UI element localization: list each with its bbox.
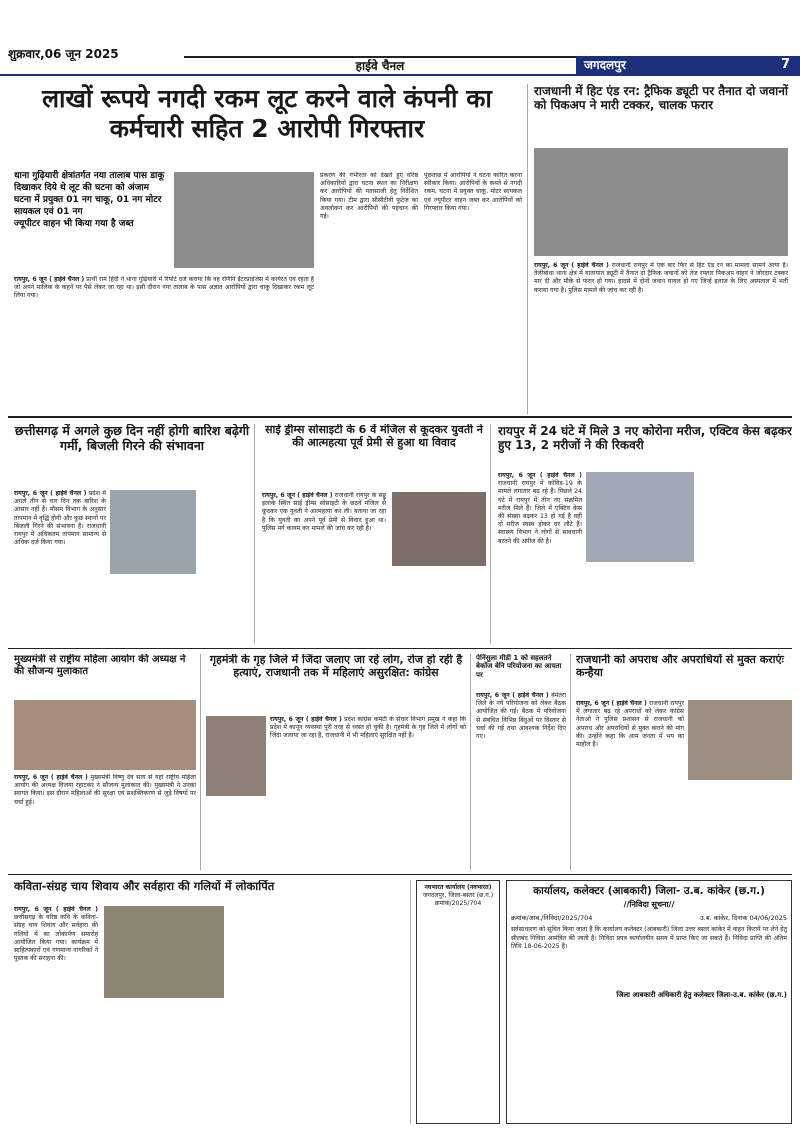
tender-ref-row: [511, 913, 787, 922]
congress-dateline: रायपुर, 6 जून ( हाईवे चैनल ): [270, 716, 342, 723]
congress-text: [270, 716, 466, 868]
weather-dateline: रायपुर, 6 जून ( हाईवे चैनल ): [14, 490, 87, 497]
notice-body: बेमेतरा जिले के नये परियोजना को लेकर बैठक आयोजित की गई। बैठक में परियोजना से संबंधित विभिन्न बिंदुओं पर विस्तार से चर्चा की गई तथा आवश्यक निर्देश दिए गए।: [476, 692, 566, 741]
weather-text: [14, 490, 106, 642]
section-rule: [8, 648, 792, 649]
congress-body: प्रदेश कांग्रेस कमेटी के संचार विभाग प्रमुख ने कहा कि प्रदेश में कानून व्यवस्था पूरी तरह से ध्वस्त हो चुकी है। गृहमंत्री के गृह जिले में लोगों को जिंदा जलाया जा रहा है, राजधानी में भी महिलाएं सुरक्षित नहीं हैं।: [270, 716, 466, 740]
tender-notice: [506, 880, 792, 1124]
covid-headline: रायपुर में 24 घंटे में मिले 3 नए कोरोना मरीज, एक्टिव केस बढ़कर हुए 13, 2 मरीजों ने की रिकवरी: [498, 424, 792, 453]
small-ad-line: जगदलपुर, जिला-बस्तर (छ.ग.): [422, 892, 494, 900]
society-text: [262, 492, 386, 642]
tender-text: सर्वसाधारण को सूचित किया जाता है कि कार्यालय कलेक्टर (आबकारी) जिला उत्तर बस्तर कांकेर में वाहन किराये पर लेने हेतु सीलबंद निविदा आमंत्रित की जाती है। निविदा प्रपत्र कार्यालयीन समय में प्राप्त किए जा सकते हैं। निविदा प्राप्ति की अंतिम तिथि 18-06-2025 है।: [511, 926, 787, 950]
lead-text: प्रार्थी राम हिंदी ने थाना गुढ़ियारी में रिपोर्ट दर्ज कराया कि वह रणिनि ईंटरप्राईजेस में कार्यरत एवं रहता है जो अपने मालिक के कहने पर पैसे लेकर जा रहा था। इसी दौरान नया तालाब के पास अज्ञात आरोपियों द्वारा चाकू दिखाकर रकम लूट लिया गया।: [14, 276, 314, 300]
column-divider: [254, 424, 255, 644]
weather-body: प्रदेश में अगले तीन से चार दिन तक बारिश के आसार नहीं हैं। मौसम विभाग के अनुसार तापमान में वृद्धि होगी और कुछ स्थानों पर बिजली गिरने की संभावना है। राजधानी रायपुर में अधिकतम तापमान सामान्य से अधिक दर्ज किया गया।: [14, 490, 106, 547]
lead-headline: लाखों रूपये नगदी रकम लूट करने वाले कंपनी का कर्मचारी सहित 2 आरोपी गिरफ्तार: [42, 84, 492, 143]
crime-text: [576, 700, 684, 868]
women-headline: मुख्यमंत्री से राष्ट्रीय महिला आयोग की अध्यक्ष ने की सौजन्य मुलाकात: [14, 654, 186, 677]
poetry-photo: [104, 906, 224, 998]
column-divider: [410, 880, 411, 1124]
society-body: राजधानी रायपुर के सड्डू इलाके स्थित साई ड्रीम्स सोसाइटी के छठवें मंजिल से कूदकर एक युवती ने आत्महत्या कर ली। बताया जा रहा है कि युवती का अपने पूर्व प्रेमी से विवाद हुआ था। पुलिस मर्ग कायम कर मामले की जांच कर रही है।: [262, 492, 386, 532]
lead-bullets: [14, 170, 166, 270]
weather-headline: छत्तीसगढ़ में अगले कुछ दिन नहीं होगी बारिश बढ़ेगी गर्मी, बिजली गिरने की संभावना: [14, 424, 250, 453]
column-divider: [490, 424, 491, 644]
society-headline: साई ड्रीम्स सोसाइटी के 6 वें मंजिल से कूदकर युवती ने की आत्महत्या पूर्व प्रेमी से हुआ था विवाद: [265, 424, 483, 449]
masthead-left: [0, 0, 184, 66]
crime-photo: [688, 700, 792, 780]
covid-text: [498, 472, 582, 642]
poetry-dateline: रायपुर, 6 जून ( हाईवे चैनल ): [14, 906, 98, 913]
poetry-text: [14, 906, 98, 1122]
small-ad-line: क्रमांक/2025/704: [434, 900, 482, 908]
covid-dateline: रायपुर, 6 जून ( हाईवे चैनल ): [498, 472, 582, 479]
lead-text-col1: [14, 276, 314, 412]
weather-photo: [110, 490, 196, 574]
column-divider: [570, 654, 571, 870]
issue-date: शुक्रवार,06 जून 2025: [8, 47, 119, 61]
tender-signature: जिला आबकारी अधिकारी हेतु कलेक्टर जिला-उ.ब. कांकेर (छ.ग.): [616, 990, 787, 999]
congress-headline: गृहमंत्री के गृह जिले में जिंदा जलाए जा रहे लोग, रोज हो रही है हत्याएं, राजधानी तक में महिलाएं असुरक्षित: कांग्रेस: [209, 654, 463, 679]
lead-bullet: घटना में प्रयुक्त 01 नग चाकू, 01 नग मोटर सायकल एवं 01 नग: [14, 195, 162, 217]
lead-text-col2: प्रकरण की गंभीरता को देखते हुए वरिष्ठ अधिकारियों द्वारा घटना स्थल का निरीक्षण कर आरोपियों की पतासाजी हेतु निर्देशित किया गया। टीम द्वारा सीसीटीवी फुटेज का अवलोकन कर आरोपियों की पहचान की गई।: [320, 172, 418, 221]
society-photo: [392, 492, 486, 566]
accident-headline: राजधानी में हिट एंड रन: ट्रैफिक ड्यूटी पर तैनात दो जवानों को पिकअप ने मारी टक्कर, चालक फरार: [534, 84, 789, 113]
tender-date: उ.ब. कांकेर, दिनांक 04/06/2025: [700, 914, 787, 923]
small-ad: [416, 880, 500, 1124]
covid-photo: [586, 472, 694, 562]
lead-photo-accused: [174, 172, 314, 268]
lead-dateline: रायपुर, 6 जून ( हाईवे चैनल ): [14, 276, 85, 283]
poetry-headline: कविता-संग्रह चाय शिवाय और सर्वहारा की गलियों में लोकार्पित: [14, 880, 275, 893]
lead-text-col3: पूछताछ में आरोपियों ने घटना कारित करना स्वीकार किया। आरोपियों के कब्जे से नगदी रकम, घटना में प्रयुक्त चाकू, मोटर सायकल एवं ज्यूपीटर वाहन जब्त कर आरोपियों को गिरफ्तार किया गया।: [424, 172, 522, 212]
column-divider: [527, 84, 528, 414]
accident-text: [534, 262, 788, 412]
crime-headline: राजधानी को अपराध और अपराधियों से मुक्त कराएंः कन्हैया: [576, 654, 784, 679]
masthead-right: [576, 56, 800, 74]
women-text: [14, 774, 196, 868]
tender-ref: क्रमांक/आब./निविदा/2025/704: [511, 914, 593, 923]
city-name: जगदलपुर: [584, 58, 626, 72]
accident-dateline: रायपुर, 6 जून ( हाईवे चैनल ): [534, 262, 609, 269]
tender-title: कार्यालय, कलेक्टर (आबकारी) जिला- उ.ब. कांकेर (छ.ग.): [533, 885, 765, 897]
crime-body: राजधानी रायपुर में लगातार बढ़ रहे अपराधों को लेकर कांग्रेस नेताओं ने पुलिस प्रशासन से राजधानी को अपराध और अपराधियों से मुक्त कराने की मांग की। उन्होंने कहा कि आम जनता में भय का माहौल है।: [576, 700, 684, 749]
masthead-rule: [0, 74, 800, 76]
small-ad-line: नवभारत कार्यालय (नवभारत): [424, 884, 492, 891]
crime-dateline: रायपुर, 6 जून ( हाईवे चैनल ): [576, 700, 647, 707]
accident-photo: [534, 148, 788, 256]
congress-photo: [206, 716, 266, 796]
column-divider: [200, 654, 201, 870]
lead-bullet: धाना गुढ़ियारी क्षेत्रांतर्गत नया तालाब पास डाकू दिखाकर दिये थे लूट की घटना को अंजाम: [14, 171, 165, 193]
accident-body: राजधानी रायपुर में एक बार फिर से हिट एंड रन का मामला सामने आया है। तेलीबांधा थाना क्षेत्र में यातायात ड्यूटी में तैनात दो ट्रैफिक जवानों को तेज रफ्तार पिकअप वाहन ने जोरदार टक्कर मार दी और मौके से फरार हो गया। हादसे में दोनों जवान घायल हो गए जिन्हें इलाज के लिए अस्पताल में भर्ती कराया गया है। पुलिस मामले की जांच कर रही है।: [534, 262, 788, 294]
page-number: 7: [780, 57, 790, 72]
poetry-body: छत्तीसगढ़ के वरिष्ठ कवि के कविता-संग्रह चाय शिवाय और सर्वहारा की गलियों में का लोकार्पण समारोह आयोजित किया गया। कार्यक्रम में साहित्यकारों एवं गणमान्य नागरिकों ने पुस्तक की सराहना की।: [14, 914, 98, 963]
notice-dateline: रायपुर, 6 जून ( हाईवे चैनल ): [476, 692, 549, 699]
section-rule: [8, 874, 792, 875]
women-dateline: रायपुर, 6 जून ( हाईवे चैनल ): [14, 774, 88, 781]
women-photo: [14, 700, 196, 770]
covid-body: राजधानी रायपुर में कोविड-19 के मामले लगातार बढ़ रहे हैं। पिछले 24 घंटे में रायपुर में तीन नए संक्रमित मरीज मिले हैं। जिले में एक्टिव केस की संख्या बढ़कर 13 हो गई है वहीं दो मरीज स्वस्थ होकर घर लौटे हैं। स्वास्थ्य विभाग ने लोगों से सावधानी बरतने की अपील की है।: [498, 480, 582, 545]
tender-subtitle: //निविदा सूचना//: [623, 900, 675, 910]
notice-headline: पेनिंसुला मीडी 1 को सहलतने बेर्कोज बेनि परियोजना का आयता पर: [476, 654, 562, 679]
section-name: हाईवे चैनल: [184, 56, 576, 74]
column-divider: [470, 654, 471, 870]
section-rule: [8, 416, 792, 418]
lead-bullet: ज्यूपीटर वाहन भी किया गया है जब्त: [14, 219, 134, 229]
women-body: मुख्यमंत्री विष्णु देव साय से यहां राष्ट्रीय महिला आयोग की अध्यक्ष विजया रहाटकर ने सौजन्य मुलाकात की। मुख्यमंत्री ने उनका स्वागत किया। इस दौरान महिलाओं की सुरक्षा एवं सशक्तिकरण से जुड़े विषयों पर चर्चा हुई।: [14, 774, 196, 806]
notice-text: [476, 692, 566, 868]
society-dateline: रायपुर, 6 जून ( हाईवे चैनल ): [262, 492, 333, 499]
